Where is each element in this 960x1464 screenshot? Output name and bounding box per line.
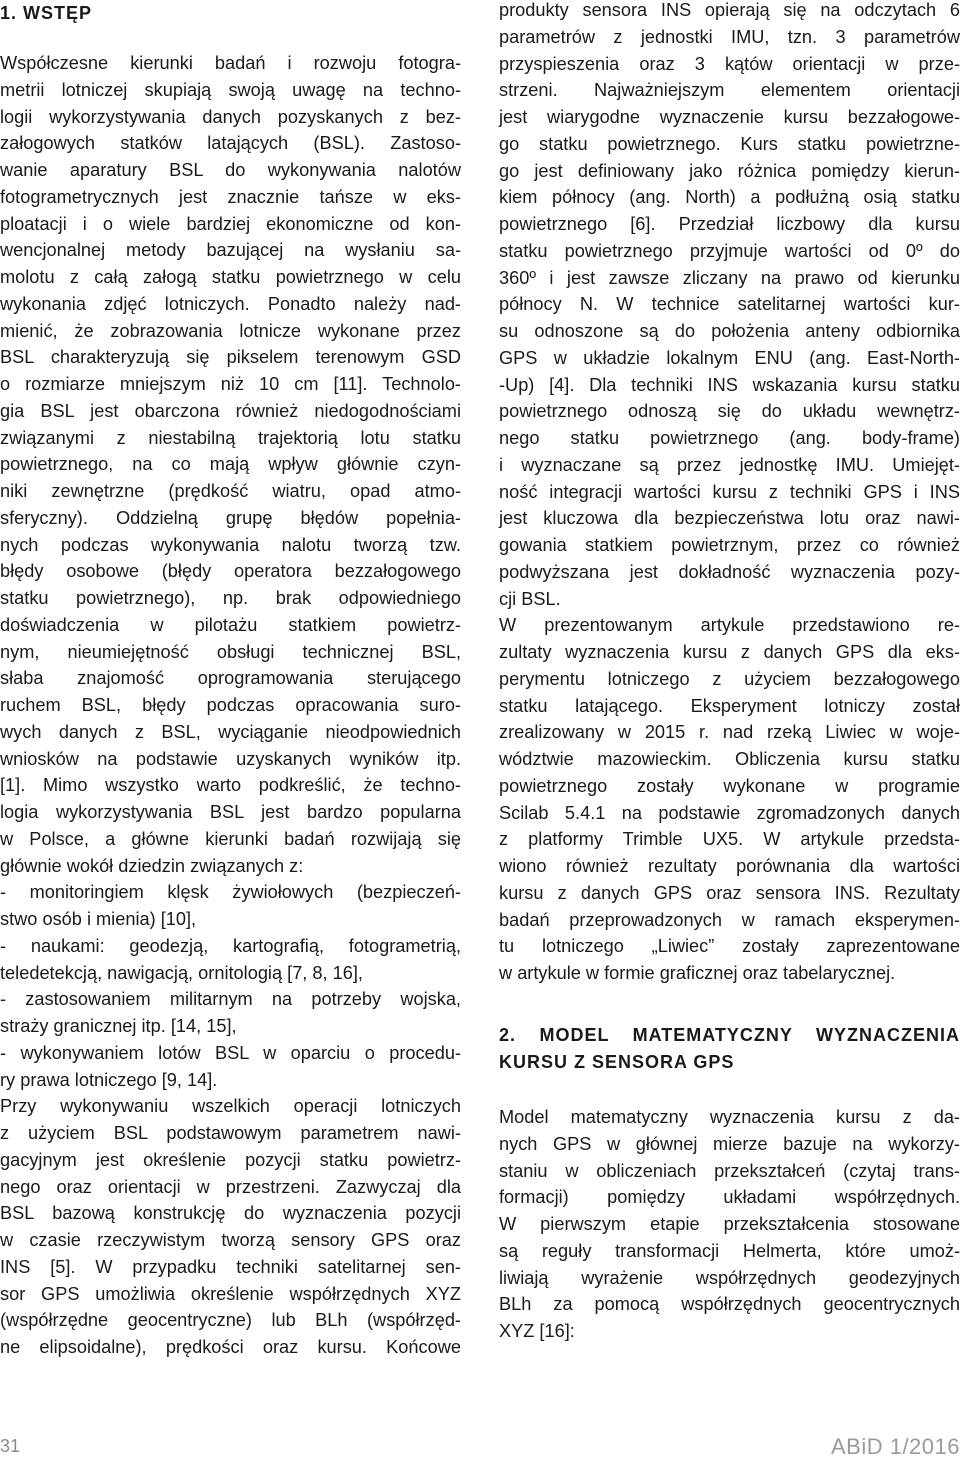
section-1-body-right <box>499 0 960 987</box>
text-line: (współrzędne geocentryczne) lub BLh (współrzęd- <box>0 1310 461 1331</box>
section-2-body <box>499 1104 960 1345</box>
text-line: powietrznego [6]. Przedział liczbowy dla kursu <box>499 214 960 234</box>
section-2 <box>499 1022 960 1076</box>
text-line: z platformy Trimble UX5. W artykule przedsta- <box>499 829 960 850</box>
text-line: powietrznego, na co mają wpływ głównie czyn- <box>0 454 461 475</box>
text-line: su odnoszone są do położenia anteny odbiornika <box>499 321 960 341</box>
text-line: niki zewnętrzne (prędkość wiatru, opad atmo- <box>0 481 461 501</box>
text-line: Scilab 5.4.1 na podstawie zgromadzonych danych <box>499 802 960 823</box>
text-line: Współczesne kierunki badań i rozwoju fotogra- <box>0 53 461 73</box>
text-line: sor GPS umożliwia określenie współrzędnych XYZ <box>0 1283 461 1304</box>
text-line: jest wiarygodne wyznaczenie kursu bezzałogowe- <box>499 107 960 127</box>
text-line: gacyjnym jest określenie pozycji statku powietrz- <box>0 1149 461 1170</box>
section-2-heading-line-2: KURSU Z SENSORA GPS <box>499 1051 735 1072</box>
text-line: związanymi z niestabilną trajektorią lotu statku <box>0 427 461 448</box>
text-line: GPS w układzie lokalnym ENU (ang. East-North- <box>499 347 960 368</box>
text-line: wykonania zdjęć lotniczych. Ponadto należy nad- <box>0 293 461 314</box>
text-line: w Polsce, a główne kierunki badań rozwijają się <box>0 828 461 849</box>
text-line: błędy osobowe (błędy operatora bezzałogowego <box>0 561 461 582</box>
text-line: zrealizowany w 2015 r. nad rzeką Liwiec w woje- <box>499 722 960 743</box>
text-line: ploatacji i o wiele bardziej ekonomiczne od kon- <box>0 213 461 234</box>
text-line: 360º i jest zawsze zliczany na prawo od kierunku <box>499 267 960 288</box>
text-line: kiem północy (ang. North) a podłużną osią statku <box>499 187 960 208</box>
text-line: mienić, że zobrazowania lotnicze wykonane przez <box>0 320 461 341</box>
text-line: badań przeprowadzonych w ramach eksperymen- <box>499 909 960 930</box>
text-line: logia wykorzystywania BSL jest bardzo popularna <box>0 802 461 822</box>
text-line: - zastosowaniem militarnym na potrzeby wojska, <box>0 989 461 1010</box>
text-line: statku powietrznego przyjmuje wartości od 0º do <box>499 240 960 261</box>
text-line: przyspieszenia oraz 3 kątów orientacji w prze- <box>499 53 960 74</box>
page-number: 31 <box>0 1436 21 1456</box>
text-line: nych GPS w głównej mierze bazuje na wykorzy- <box>499 1133 960 1154</box>
text-line: BSL charakteryzują się pikselem terenowym GSD <box>0 347 461 368</box>
text-line: stwo osób i mienia) [10], <box>0 909 197 929</box>
text-line: statku latającego. Eksperyment lotniczy został <box>499 695 960 716</box>
text-line: liwiają wyrażenie współrzędnych geodezyjnych <box>499 1267 960 1288</box>
text-line: -Up) [4]. Dla techniki INS wskazania kursu statku <box>499 374 960 395</box>
section-1-heading: 1. WSTĘP <box>0 3 93 23</box>
text-line: wiono również rezultaty porównania dla wartości <box>499 856 960 876</box>
text-line: wych danych z BSL, wyciąganie nieodpowiednich <box>0 721 461 742</box>
text-line: gia BSL jest obarczona również niedogodnościami <box>0 400 461 421</box>
text-line: go jest definiowany jako różnica pomiędzy kierun- <box>499 160 960 181</box>
text-line: statku powietrznego), np. brak odpowiedniego <box>0 588 461 608</box>
text-line: w artykule w formie graficznej oraz tabelarycznej. <box>499 963 896 983</box>
text-line: nego statku powietrznego (ang. body-frame) <box>499 428 960 448</box>
text-line: - wykonywaniem lotów BSL w oparciu o procedu- <box>0 1042 461 1063</box>
text-line: i wyznaczane są przez jednostkę IMU. Umiejęt- <box>499 454 960 475</box>
text-line: INS [5]. W przypadku techniki satelitarnej sen- <box>0 1256 461 1277</box>
text-line: załogowych statków latających (BSL). Zastoso- <box>0 133 461 154</box>
text-line: wództwie mazowieckim. Obliczenia kursu statku <box>499 749 960 769</box>
text-line: wniosków na podstawie uzyskanych wyników itp. <box>0 748 461 769</box>
text-line: powietrznego zostały wykonane w programie <box>499 775 960 796</box>
text-line: słaba znajomość oprogramowania sterującego <box>0 668 461 689</box>
text-line: Przy wykonywaniu wszelkich operacji lotniczych <box>0 1096 461 1117</box>
text-line: BLh za pomocą współrzędnych geocentrycznych <box>499 1294 960 1315</box>
text-line: wencjonalnej metody bazującej na wysłaniu sa- <box>0 240 461 261</box>
text-line: strzeni. Najważniejszym elementem orientacji <box>499 80 960 101</box>
text-line: W prezentowanym artykule przedstawiono re- <box>499 615 960 636</box>
text-line: Model matematyczny wyznaczenia kursu z da- <box>499 1107 960 1127</box>
text-line: teledetekcją, nawigacją, ornitologią [7, 8, 16], <box>0 962 363 983</box>
text-line: formacji) pomiędzy układami współrzędnych. <box>499 1187 960 1208</box>
text-line: gowania statkiem powietrznym, przez co również <box>499 535 960 555</box>
text-line: ne elipsoidalne), prędkości oraz kursu. Końcowe <box>0 1337 461 1357</box>
text-line: fotogrametrycznych jest znacznie tańsze w eks- <box>0 186 461 207</box>
text-line: są reguły transformacji Helmerta, które umoż- <box>499 1240 960 1261</box>
text-line: wanie aparatury BSL do wykonywania nalotów <box>0 160 461 180</box>
text-line: tu lotniczego „Liwiec” zostały zaprezentowane <box>499 936 960 957</box>
text-line: BSL bazową konstrukcję do wyznaczenia pozycji <box>0 1203 461 1224</box>
text-line: W pierwszym etapie przekształcenia stosowane <box>499 1214 960 1234</box>
text-line: parametrów z jednostki IMU, tzn. 3 parametrów <box>499 26 960 47</box>
journal-issue: ABiD 1/2016 <box>830 1434 960 1459</box>
section-2-heading-line-1: 2. MODEL MATEMATYCZNY WYZNACZENIA <box>499 1025 960 1045</box>
text-line: zultaty wyznaczenia kursu z danych GPS dla eks- <box>499 642 960 662</box>
text-line: perymentu lotniczego z użyciem bezzałogowego <box>499 668 960 689</box>
left-column <box>0 0 461 1357</box>
text-line: [1]. Mimo wszystko warto podkreślić, że techno- <box>0 775 461 796</box>
section-1-body-left <box>0 50 461 1361</box>
text-line: molotu z całą załogą statku powietrznego w celu <box>0 267 461 287</box>
text-line: logii wykorzystywania danych pozyskanych z bez- <box>0 106 461 127</box>
text-line: ność integracji wartości kursu z techniki GPS i INS <box>499 481 960 502</box>
text-line: cji BSL. <box>499 588 561 609</box>
text-line: straży granicznej itp. [14, 15], <box>0 1016 237 1036</box>
text-line: powietrznego odnoszą się do układu wewnętrz- <box>499 401 960 422</box>
text-line: głównie wokół dziedzin związanych z: <box>0 855 304 876</box>
text-line: podwyższana jest dokładność wyznaczenia pozy- <box>499 561 960 582</box>
text-line: staniu w obliczeniach przekształceń (czytaj trans- <box>499 1160 960 1181</box>
text-line: - naukami: geodezją, kartografią, fotogrametrią, <box>0 935 461 956</box>
text-line: o rozmiarze mniejszym niż 10 cm [11]. Technolo- <box>0 374 461 394</box>
text-line: produkty sensora INS opierają się na odczytach 6 <box>499 0 960 20</box>
text-line: XYZ [16]: <box>499 1321 575 1341</box>
text-line: jest kluczowa dla bezpieczeństwa lotu oraz nawi- <box>499 508 960 529</box>
text-line: kursu z danych GPS oraz sensora INS. Rezultaty <box>499 882 960 903</box>
text-line: go statku powietrznego. Kurs statku powietrzne- <box>499 133 960 154</box>
text-line: z użyciem BSL podstawowym parametrem nawi- <box>0 1123 461 1143</box>
text-line: w czasie rzeczywistym tworzą sensory GPS oraz <box>0 1230 461 1250</box>
text-line: sferyczny). Oddzielną grupę błędów popełnia- <box>0 507 461 528</box>
text-line: ry prawa lotniczego [9, 14]. <box>0 1069 218 1090</box>
text-line: północy N. W technice satelitarnej wartości kur- <box>499 294 960 315</box>
text-line: nego oraz orientacji w przestrzeni. Zazwyczaj dla <box>0 1176 461 1197</box>
text-line: metrii lotniczej skupiają swoją uwagę na techno- <box>0 79 461 100</box>
text-line: ruchem BSL, błędy podczas opracowania suro- <box>0 695 461 715</box>
text-line: - monitoringiem klęsk żywiołowych (bezpieczeń- <box>0 882 461 903</box>
text-line: nych podczas wykonywania nalotu tworzą tzw. <box>0 534 461 555</box>
text-line: nym, nieumiejętność obsługi technicznej BSL, <box>0 641 461 662</box>
text-line: doświadczenia w pilotażu statkiem powietrz- <box>0 614 461 635</box>
